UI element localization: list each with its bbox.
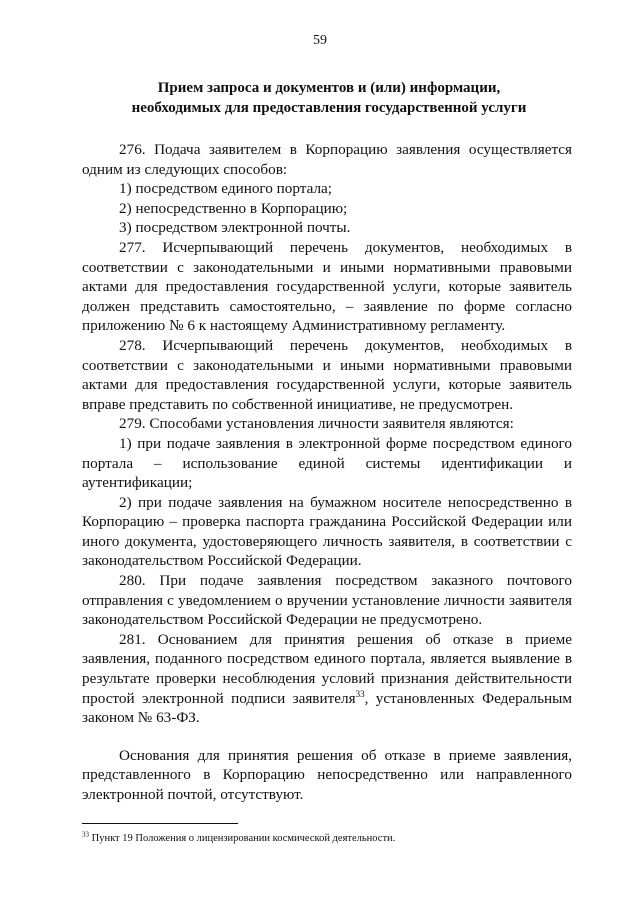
paragraph-281-text-end: , установленных Федеральным законом № 63-ФЗ.: [82, 689, 572, 727]
list-item-1: 1) посредством единого портала;: [119, 180, 333, 198]
list-item-3: 3) посредством электронной почты.: [119, 219, 351, 237]
list-item-2: 2) непосредственно в Корпорацию;: [119, 199, 348, 217]
page-number: 59: [313, 33, 327, 48]
body-text: [82, 140, 572, 805]
footnote: [82, 832, 572, 845]
section-heading: [82, 78, 576, 118]
paragraph-281-text: 281. Основанием для принятия решения об отказе в приеме заявления, поданного посредством единого портала, является выявление в результате проверки несоблюдения условий признания действительности простой электронной подписи заявителя: [82, 630, 572, 707]
paragraph-281: [82, 630, 572, 728]
paragraph-280: 280. При подаче заявления посредством заказного почтового отправления с уведомлением о вручении установление личности заявителя законодательством Российской Федерации не предусмотрено.: [82, 572, 572, 629]
paragraph-279-item-2: 2) при подаче заявления на бумажном носителе непосредственно в Корпорацию – проверка паспорта гражданина Российской Федерации или иного документа, удостоверяющего личность заявителя, в соответствии с законодательством Российской Федерации.: [82, 493, 572, 570]
footnote-number: 33: [82, 830, 89, 839]
section-heading-line-1: Прием запроса и документов и (или) информации,: [157, 80, 501, 96]
footnote-text: Пункт 19 Положения о лицензировании космической деятельности.: [89, 833, 396, 844]
paragraph-278: 278. Исчерпывающий перечень документов, необходимых в соответствии с законодательными и иными нормативными правовыми актами для предоставления государственной услуги, которые заявитель вправе представить по собственной инициативе, не предусмотрен.: [82, 336, 572, 413]
paragraph-279: 279. Способами установления личности заявителя являются:: [119, 415, 514, 433]
paragraph-279-item-1: 1) при подаче заявления в электронной форме посредством единого портала – использование единой системы идентификации и аутентификации;: [82, 434, 572, 492]
paragraph-276: 276. Подача заявителем в Корпорацию заявления осуществляется одним из следующих способов:: [82, 141, 572, 178]
footnote-divider: [82, 823, 238, 824]
section-heading-line-2: необходимых для предоставления государственной услуги: [131, 100, 527, 116]
closing-paragraph: Основания для принятия решения об отказе в приеме заявления, представленного в Корпорацию непосредственно или направленного электронной почтой, отсутствуют.: [82, 746, 572, 803]
paragraph-277: 277. Исчерпывающий перечень документов, необходимых в соответствии с законодательными и иными нормативными правовыми актами для предоставления государственной услуги, которые заявитель должен представить самостоятельно, – заявление по форме согласно приложению № 6 к настоящему Административному регламенту.: [82, 238, 572, 335]
footnote-reference[interactable]: 33: [355, 688, 365, 699]
